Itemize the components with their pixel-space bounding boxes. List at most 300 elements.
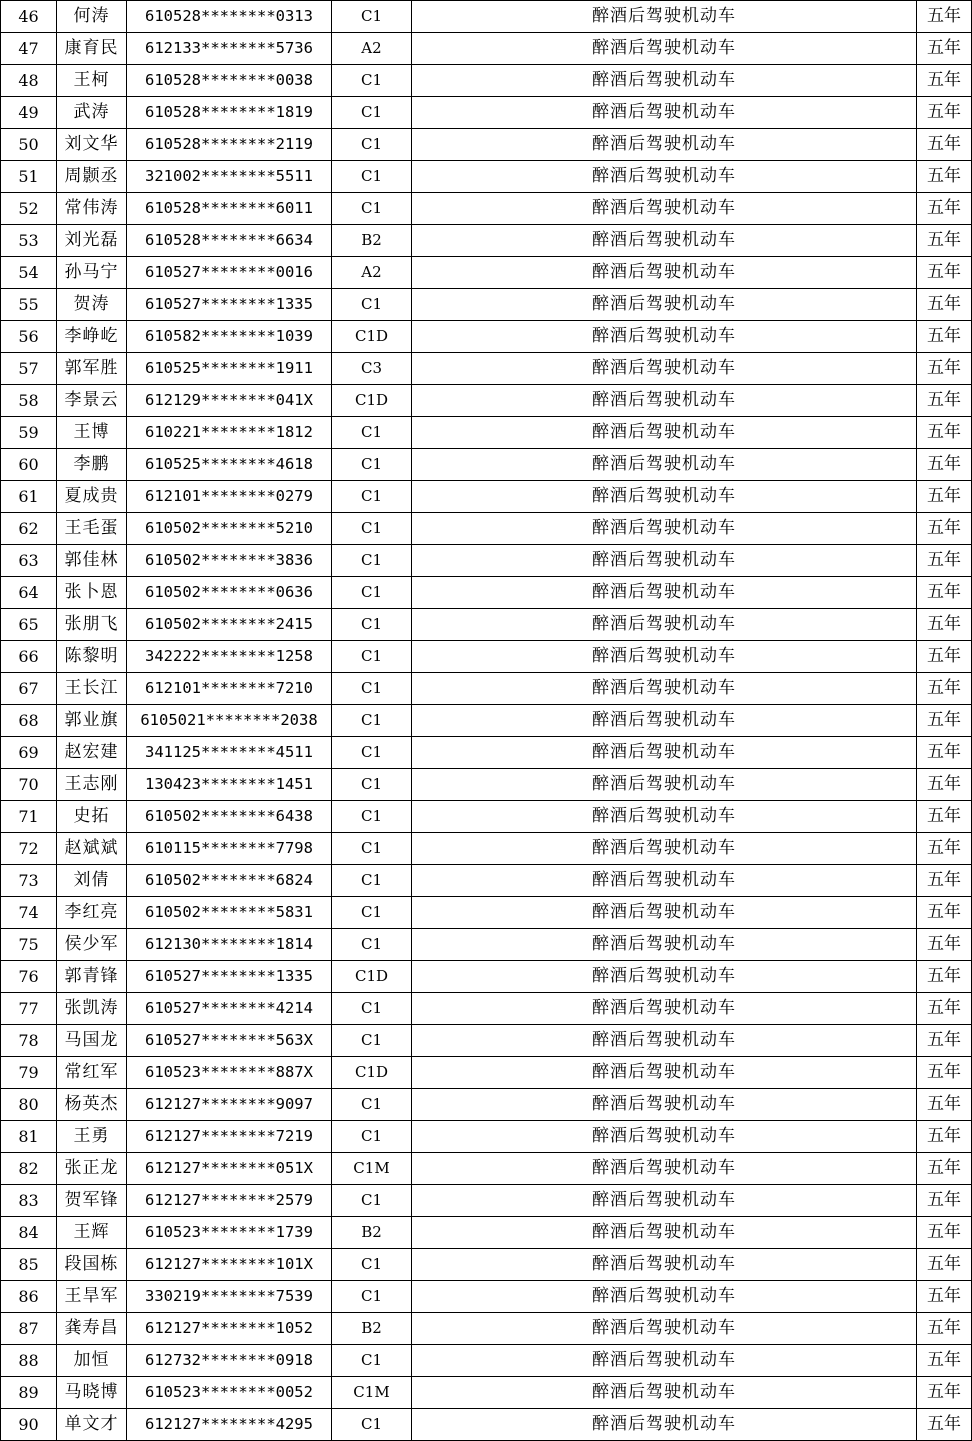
id-number-cell: 6105021********2038 bbox=[127, 705, 332, 737]
person-name-cell: 张卜恩 bbox=[57, 577, 127, 609]
row-number-cell: 50 bbox=[1, 129, 57, 161]
revocation-period-cell: 五年 bbox=[917, 833, 972, 865]
id-number-cell: 342222********1258 bbox=[127, 641, 332, 673]
revocation-period-cell: 五年 bbox=[917, 1249, 972, 1281]
violation-reason-cell: 醉酒后驾驶机动车 bbox=[412, 385, 917, 417]
violation-reason-cell: 醉酒后驾驶机动车 bbox=[412, 353, 917, 385]
row-number-cell: 54 bbox=[1, 257, 57, 289]
revocation-period-cell: 五年 bbox=[917, 865, 972, 897]
violation-reason-cell: 醉酒后驾驶机动车 bbox=[412, 833, 917, 865]
table-row bbox=[1, 1409, 972, 1441]
id-number-cell: 612127********051X bbox=[127, 1153, 332, 1185]
person-name-cell: 郭业旗 bbox=[57, 705, 127, 737]
id-number-cell: 612732********0918 bbox=[127, 1345, 332, 1377]
person-name-cell: 郭青锋 bbox=[57, 961, 127, 993]
license-class-cell: C1 bbox=[332, 577, 412, 609]
violation-reason-cell: 醉酒后驾驶机动车 bbox=[412, 65, 917, 97]
revocation-period-cell: 五年 bbox=[917, 961, 972, 993]
person-name-cell: 王博 bbox=[57, 417, 127, 449]
row-number-cell: 47 bbox=[1, 33, 57, 65]
row-number-cell: 49 bbox=[1, 97, 57, 129]
row-number-cell: 62 bbox=[1, 513, 57, 545]
license-class-cell: C1 bbox=[332, 865, 412, 897]
revocation-period-cell: 五年 bbox=[917, 609, 972, 641]
license-class-cell: C1 bbox=[332, 97, 412, 129]
id-number-cell: 610502********6824 bbox=[127, 865, 332, 897]
person-name-cell: 王勇 bbox=[57, 1121, 127, 1153]
id-number-cell: 610502********3836 bbox=[127, 545, 332, 577]
violation-reason-cell: 醉酒后驾驶机动车 bbox=[412, 1089, 917, 1121]
license-class-cell: B2 bbox=[332, 1313, 412, 1345]
violation-reason-cell: 醉酒后驾驶机动车 bbox=[412, 1377, 917, 1409]
license-class-cell: C1D bbox=[332, 1057, 412, 1089]
revocation-period-cell: 五年 bbox=[917, 257, 972, 289]
revocation-period-cell: 五年 bbox=[917, 225, 972, 257]
person-name-cell: 张凯涛 bbox=[57, 993, 127, 1025]
violation-reason-cell: 醉酒后驾驶机动车 bbox=[412, 673, 917, 705]
violation-reason-cell: 醉酒后驾驶机动车 bbox=[412, 481, 917, 513]
row-number-cell: 90 bbox=[1, 1409, 57, 1441]
license-class-cell: C1 bbox=[332, 769, 412, 801]
person-name-cell: 武涛 bbox=[57, 97, 127, 129]
row-number-cell: 58 bbox=[1, 385, 57, 417]
row-number-cell: 61 bbox=[1, 481, 57, 513]
revocation-period-cell: 五年 bbox=[917, 1089, 972, 1121]
table-row bbox=[1, 673, 972, 705]
id-number-cell: 610523********1739 bbox=[127, 1217, 332, 1249]
table-row bbox=[1, 449, 972, 481]
id-number-cell: 610525********4618 bbox=[127, 449, 332, 481]
revocation-period-cell: 五年 bbox=[917, 545, 972, 577]
violation-reason-cell: 醉酒后驾驶机动车 bbox=[412, 865, 917, 897]
person-name-cell: 贺涛 bbox=[57, 289, 127, 321]
revocation-period-cell: 五年 bbox=[917, 705, 972, 737]
violation-reason-cell: 醉酒后驾驶机动车 bbox=[412, 289, 917, 321]
row-number-cell: 71 bbox=[1, 801, 57, 833]
license-class-cell: C1D bbox=[332, 321, 412, 353]
violation-reason-cell: 醉酒后驾驶机动车 bbox=[412, 1409, 917, 1441]
table-row bbox=[1, 289, 972, 321]
id-number-cell: 321002********5511 bbox=[127, 161, 332, 193]
revocation-period-cell: 五年 bbox=[917, 897, 972, 929]
id-number-cell: 612127********7219 bbox=[127, 1121, 332, 1153]
person-name-cell: 侯少军 bbox=[57, 929, 127, 961]
id-number-cell: 610528********0313 bbox=[127, 1, 332, 33]
person-name-cell: 李红亮 bbox=[57, 897, 127, 929]
license-class-cell: C1 bbox=[332, 161, 412, 193]
table-row bbox=[1, 1217, 972, 1249]
person-name-cell: 史拓 bbox=[57, 801, 127, 833]
row-number-cell: 85 bbox=[1, 1249, 57, 1281]
row-number-cell: 88 bbox=[1, 1345, 57, 1377]
revocation-period-cell: 五年 bbox=[917, 1, 972, 33]
revocation-period-cell: 五年 bbox=[917, 1313, 972, 1345]
violation-reason-cell: 醉酒后驾驶机动车 bbox=[412, 961, 917, 993]
id-number-cell: 610527********1335 bbox=[127, 289, 332, 321]
license-class-cell: C1 bbox=[332, 417, 412, 449]
person-name-cell: 刘倩 bbox=[57, 865, 127, 897]
person-name-cell: 王旱军 bbox=[57, 1281, 127, 1313]
person-name-cell: 李鹏 bbox=[57, 449, 127, 481]
table-row bbox=[1, 1057, 972, 1089]
table-row bbox=[1, 129, 972, 161]
revocation-period-cell: 五年 bbox=[917, 673, 972, 705]
person-name-cell: 王辉 bbox=[57, 1217, 127, 1249]
revocation-period-cell: 五年 bbox=[917, 417, 972, 449]
person-name-cell: 龚寿昌 bbox=[57, 1313, 127, 1345]
person-name-cell: 加恒 bbox=[57, 1345, 127, 1377]
id-number-cell: 610502********0636 bbox=[127, 577, 332, 609]
person-name-cell: 李峥屹 bbox=[57, 321, 127, 353]
license-class-cell: C1M bbox=[332, 1153, 412, 1185]
id-number-cell: 612127********101X bbox=[127, 1249, 332, 1281]
person-name-cell: 王柯 bbox=[57, 65, 127, 97]
id-number-cell: 612129********041X bbox=[127, 385, 332, 417]
violation-reason-cell: 醉酒后驾驶机动车 bbox=[412, 705, 917, 737]
violation-reason-cell: 醉酒后驾驶机动车 bbox=[412, 801, 917, 833]
violation-reason-cell: 醉酒后驾驶机动车 bbox=[412, 929, 917, 961]
revocation-period-cell: 五年 bbox=[917, 1377, 972, 1409]
violation-reason-cell: 醉酒后驾驶机动车 bbox=[412, 257, 917, 289]
revocation-period-cell: 五年 bbox=[917, 1217, 972, 1249]
violation-reason-cell: 醉酒后驾驶机动车 bbox=[412, 993, 917, 1025]
revocation-period-cell: 五年 bbox=[917, 577, 972, 609]
license-class-cell: C1 bbox=[332, 801, 412, 833]
id-number-cell: 610582********1039 bbox=[127, 321, 332, 353]
violation-reason-cell: 醉酒后驾驶机动车 bbox=[412, 609, 917, 641]
row-number-cell: 76 bbox=[1, 961, 57, 993]
records-table-body bbox=[1, 1, 972, 1441]
violation-reason-cell: 醉酒后驾驶机动车 bbox=[412, 897, 917, 929]
table-row bbox=[1, 225, 972, 257]
id-number-cell: 612101********0279 bbox=[127, 481, 332, 513]
revocation-period-cell: 五年 bbox=[917, 737, 972, 769]
revocation-period-cell: 五年 bbox=[917, 1185, 972, 1217]
violation-reason-cell: 醉酒后驾驶机动车 bbox=[412, 545, 917, 577]
table-row bbox=[1, 1, 972, 33]
violation-reason-cell: 醉酒后驾驶机动车 bbox=[412, 1281, 917, 1313]
row-number-cell: 89 bbox=[1, 1377, 57, 1409]
license-class-cell: C1 bbox=[332, 129, 412, 161]
violation-reason-cell: 醉酒后驾驶机动车 bbox=[412, 641, 917, 673]
revocation-period-cell: 五年 bbox=[917, 385, 972, 417]
person-name-cell: 刘光磊 bbox=[57, 225, 127, 257]
license-class-cell: C1 bbox=[332, 737, 412, 769]
person-name-cell: 段国栋 bbox=[57, 1249, 127, 1281]
revocation-period-cell: 五年 bbox=[917, 97, 972, 129]
license-class-cell: C1 bbox=[332, 513, 412, 545]
table-row bbox=[1, 97, 972, 129]
violation-reason-cell: 醉酒后驾驶机动车 bbox=[412, 1345, 917, 1377]
id-number-cell: 610527********1335 bbox=[127, 961, 332, 993]
person-name-cell: 夏成贵 bbox=[57, 481, 127, 513]
id-number-cell: 610528********2119 bbox=[127, 129, 332, 161]
violation-reason-cell: 醉酒后驾驶机动车 bbox=[412, 129, 917, 161]
row-number-cell: 81 bbox=[1, 1121, 57, 1153]
row-number-cell: 63 bbox=[1, 545, 57, 577]
id-number-cell: 610527********4214 bbox=[127, 993, 332, 1025]
id-number-cell: 610523********887X bbox=[127, 1057, 332, 1089]
revocation-period-cell: 五年 bbox=[917, 129, 972, 161]
row-number-cell: 51 bbox=[1, 161, 57, 193]
row-number-cell: 55 bbox=[1, 289, 57, 321]
revocation-period-cell: 五年 bbox=[917, 321, 972, 353]
table-row bbox=[1, 1313, 972, 1345]
license-class-cell: C1 bbox=[332, 1089, 412, 1121]
revocation-period-cell: 五年 bbox=[917, 1281, 972, 1313]
table-row bbox=[1, 545, 972, 577]
id-number-cell: 610502********6438 bbox=[127, 801, 332, 833]
license-class-cell: C1 bbox=[332, 609, 412, 641]
revocation-period-cell: 五年 bbox=[917, 1345, 972, 1377]
row-number-cell: 84 bbox=[1, 1217, 57, 1249]
table-row bbox=[1, 801, 972, 833]
table-row bbox=[1, 705, 972, 737]
id-number-cell: 610502********2415 bbox=[127, 609, 332, 641]
license-class-cell: C1 bbox=[332, 193, 412, 225]
violation-reason-cell: 醉酒后驾驶机动车 bbox=[412, 1217, 917, 1249]
row-number-cell: 65 bbox=[1, 609, 57, 641]
violation-reason-cell: 醉酒后驾驶机动车 bbox=[412, 1313, 917, 1345]
revocation-period-cell: 五年 bbox=[917, 801, 972, 833]
revocation-period-cell: 五年 bbox=[917, 449, 972, 481]
row-number-cell: 77 bbox=[1, 993, 57, 1025]
table-row bbox=[1, 481, 972, 513]
revocation-period-cell: 五年 bbox=[917, 353, 972, 385]
table-row bbox=[1, 353, 972, 385]
table-row bbox=[1, 1025, 972, 1057]
table-row bbox=[1, 865, 972, 897]
person-name-cell: 郭军胜 bbox=[57, 353, 127, 385]
table-row bbox=[1, 897, 972, 929]
violation-reason-cell: 醉酒后驾驶机动车 bbox=[412, 33, 917, 65]
table-row bbox=[1, 1249, 972, 1281]
id-number-cell: 610527********563X bbox=[127, 1025, 332, 1057]
row-number-cell: 83 bbox=[1, 1185, 57, 1217]
revocation-period-cell: 五年 bbox=[917, 1409, 972, 1441]
license-class-cell: C1 bbox=[332, 833, 412, 865]
id-number-cell: 612101********7210 bbox=[127, 673, 332, 705]
id-number-cell: 610502********5210 bbox=[127, 513, 332, 545]
license-class-cell: C1 bbox=[332, 1121, 412, 1153]
row-number-cell: 56 bbox=[1, 321, 57, 353]
violation-reason-cell: 醉酒后驾驶机动车 bbox=[412, 1057, 917, 1089]
person-name-cell: 康育民 bbox=[57, 33, 127, 65]
row-number-cell: 86 bbox=[1, 1281, 57, 1313]
person-name-cell: 孙马宁 bbox=[57, 257, 127, 289]
violation-reason-cell: 醉酒后驾驶机动车 bbox=[412, 1025, 917, 1057]
license-class-cell: C1 bbox=[332, 481, 412, 513]
id-number-cell: 612127********9097 bbox=[127, 1089, 332, 1121]
license-class-cell: C1 bbox=[332, 1409, 412, 1441]
revocation-period-cell: 五年 bbox=[917, 1025, 972, 1057]
license-class-cell: C1D bbox=[332, 961, 412, 993]
violation-reason-cell: 醉酒后驾驶机动车 bbox=[412, 321, 917, 353]
table-row bbox=[1, 1089, 972, 1121]
revocation-period-cell: 五年 bbox=[917, 65, 972, 97]
person-name-cell: 张朋飞 bbox=[57, 609, 127, 641]
license-class-cell: A2 bbox=[332, 257, 412, 289]
row-number-cell: 74 bbox=[1, 897, 57, 929]
violation-reason-cell: 醉酒后驾驶机动车 bbox=[412, 1121, 917, 1153]
person-name-cell: 杨英杰 bbox=[57, 1089, 127, 1121]
table-row bbox=[1, 1345, 972, 1377]
license-class-cell: C1 bbox=[332, 673, 412, 705]
person-name-cell: 何涛 bbox=[57, 1, 127, 33]
revocation-period-cell: 五年 bbox=[917, 1057, 972, 1089]
person-name-cell: 郭佳林 bbox=[57, 545, 127, 577]
row-number-cell: 72 bbox=[1, 833, 57, 865]
license-class-cell: C1 bbox=[332, 1, 412, 33]
license-class-cell: C1 bbox=[332, 545, 412, 577]
person-name-cell: 赵斌斌 bbox=[57, 833, 127, 865]
violation-reason-cell: 醉酒后驾驶机动车 bbox=[412, 161, 917, 193]
id-number-cell: 610115********7798 bbox=[127, 833, 332, 865]
table-row bbox=[1, 257, 972, 289]
row-number-cell: 79 bbox=[1, 1057, 57, 1089]
id-number-cell: 610523********0052 bbox=[127, 1377, 332, 1409]
person-name-cell: 单文才 bbox=[57, 1409, 127, 1441]
table-row bbox=[1, 321, 972, 353]
license-class-cell: C1 bbox=[332, 641, 412, 673]
license-class-cell: C1 bbox=[332, 1025, 412, 1057]
revocation-period-cell: 五年 bbox=[917, 769, 972, 801]
license-class-cell: B2 bbox=[332, 225, 412, 257]
id-number-cell: 610525********1911 bbox=[127, 353, 332, 385]
table-row bbox=[1, 193, 972, 225]
table-row bbox=[1, 1377, 972, 1409]
row-number-cell: 53 bbox=[1, 225, 57, 257]
violation-reason-cell: 醉酒后驾驶机动车 bbox=[412, 1185, 917, 1217]
license-class-cell: A2 bbox=[332, 33, 412, 65]
violation-reason-cell: 醉酒后驾驶机动车 bbox=[412, 513, 917, 545]
table-row bbox=[1, 737, 972, 769]
violation-reason-cell: 醉酒后驾驶机动车 bbox=[412, 737, 917, 769]
row-number-cell: 66 bbox=[1, 641, 57, 673]
license-class-cell: C1 bbox=[332, 1249, 412, 1281]
id-number-cell: 612127********4295 bbox=[127, 1409, 332, 1441]
license-class-cell: C1 bbox=[332, 1345, 412, 1377]
table-row bbox=[1, 641, 972, 673]
person-name-cell: 马晓博 bbox=[57, 1377, 127, 1409]
license-class-cell: C1 bbox=[332, 929, 412, 961]
table-row bbox=[1, 161, 972, 193]
table-row bbox=[1, 1185, 972, 1217]
row-number-cell: 73 bbox=[1, 865, 57, 897]
license-class-cell: C1D bbox=[332, 385, 412, 417]
table-row bbox=[1, 769, 972, 801]
license-class-cell: C1M bbox=[332, 1377, 412, 1409]
id-number-cell: 612130********1814 bbox=[127, 929, 332, 961]
row-number-cell: 82 bbox=[1, 1153, 57, 1185]
table-row bbox=[1, 833, 972, 865]
violation-reason-cell: 醉酒后驾驶机动车 bbox=[412, 1, 917, 33]
table-row bbox=[1, 417, 972, 449]
violation-reason-cell: 醉酒后驾驶机动车 bbox=[412, 769, 917, 801]
revocation-period-cell: 五年 bbox=[917, 929, 972, 961]
id-number-cell: 130423********1451 bbox=[127, 769, 332, 801]
id-number-cell: 612127********2579 bbox=[127, 1185, 332, 1217]
id-number-cell: 341125********4511 bbox=[127, 737, 332, 769]
row-number-cell: 87 bbox=[1, 1313, 57, 1345]
revocation-period-cell: 五年 bbox=[917, 1121, 972, 1153]
violation-reason-cell: 醉酒后驾驶机动车 bbox=[412, 97, 917, 129]
row-number-cell: 57 bbox=[1, 353, 57, 385]
id-number-cell: 610502********5831 bbox=[127, 897, 332, 929]
table-row bbox=[1, 961, 972, 993]
revocation-period-cell: 五年 bbox=[917, 193, 972, 225]
revocation-period-cell: 五年 bbox=[917, 993, 972, 1025]
violation-reason-cell: 醉酒后驾驶机动车 bbox=[412, 417, 917, 449]
table-row bbox=[1, 577, 972, 609]
table-row bbox=[1, 993, 972, 1025]
row-number-cell: 60 bbox=[1, 449, 57, 481]
id-number-cell: 610221********1812 bbox=[127, 417, 332, 449]
table-row bbox=[1, 1281, 972, 1313]
table-row bbox=[1, 65, 972, 97]
id-number-cell: 612127********1052 bbox=[127, 1313, 332, 1345]
table-row bbox=[1, 929, 972, 961]
id-number-cell: 610528********0038 bbox=[127, 65, 332, 97]
person-name-cell: 周颢丞 bbox=[57, 161, 127, 193]
id-number-cell: 610527********0016 bbox=[127, 257, 332, 289]
person-name-cell: 贺军锋 bbox=[57, 1185, 127, 1217]
license-class-cell: C1 bbox=[332, 289, 412, 321]
person-name-cell: 常红军 bbox=[57, 1057, 127, 1089]
row-number-cell: 78 bbox=[1, 1025, 57, 1057]
violation-reason-cell: 醉酒后驾驶机动车 bbox=[412, 449, 917, 481]
revocation-period-cell: 五年 bbox=[917, 513, 972, 545]
person-name-cell: 王长江 bbox=[57, 673, 127, 705]
person-name-cell: 常伟涛 bbox=[57, 193, 127, 225]
license-class-cell: C1 bbox=[332, 705, 412, 737]
revocation-period-cell: 五年 bbox=[917, 641, 972, 673]
person-name-cell: 马国龙 bbox=[57, 1025, 127, 1057]
table-row bbox=[1, 1153, 972, 1185]
revocation-period-cell: 五年 bbox=[917, 33, 972, 65]
row-number-cell: 75 bbox=[1, 929, 57, 961]
id-number-cell: 330219********7539 bbox=[127, 1281, 332, 1313]
id-number-cell: 610528********6634 bbox=[127, 225, 332, 257]
license-class-cell: B2 bbox=[332, 1217, 412, 1249]
license-class-cell: C1 bbox=[332, 65, 412, 97]
license-class-cell: C1 bbox=[332, 897, 412, 929]
revocation-period-cell: 五年 bbox=[917, 1153, 972, 1185]
license-class-cell: C1 bbox=[332, 1281, 412, 1313]
row-number-cell: 59 bbox=[1, 417, 57, 449]
person-name-cell: 赵宏建 bbox=[57, 737, 127, 769]
person-name-cell: 张正龙 bbox=[57, 1153, 127, 1185]
table-row bbox=[1, 33, 972, 65]
revocation-period-cell: 五年 bbox=[917, 289, 972, 321]
row-number-cell: 46 bbox=[1, 1, 57, 33]
row-number-cell: 80 bbox=[1, 1089, 57, 1121]
row-number-cell: 64 bbox=[1, 577, 57, 609]
row-number-cell: 52 bbox=[1, 193, 57, 225]
revocation-period-cell: 五年 bbox=[917, 481, 972, 513]
row-number-cell: 70 bbox=[1, 769, 57, 801]
person-name-cell: 陈黎明 bbox=[57, 641, 127, 673]
table-row bbox=[1, 609, 972, 641]
person-name-cell: 刘文华 bbox=[57, 129, 127, 161]
violation-reason-cell: 醉酒后驾驶机动车 bbox=[412, 1249, 917, 1281]
violation-reason-cell: 醉酒后驾驶机动车 bbox=[412, 577, 917, 609]
person-name-cell: 李景云 bbox=[57, 385, 127, 417]
person-name-cell: 王志刚 bbox=[57, 769, 127, 801]
row-number-cell: 69 bbox=[1, 737, 57, 769]
license-class-cell: C1 bbox=[332, 1185, 412, 1217]
id-number-cell: 610528********6011 bbox=[127, 193, 332, 225]
